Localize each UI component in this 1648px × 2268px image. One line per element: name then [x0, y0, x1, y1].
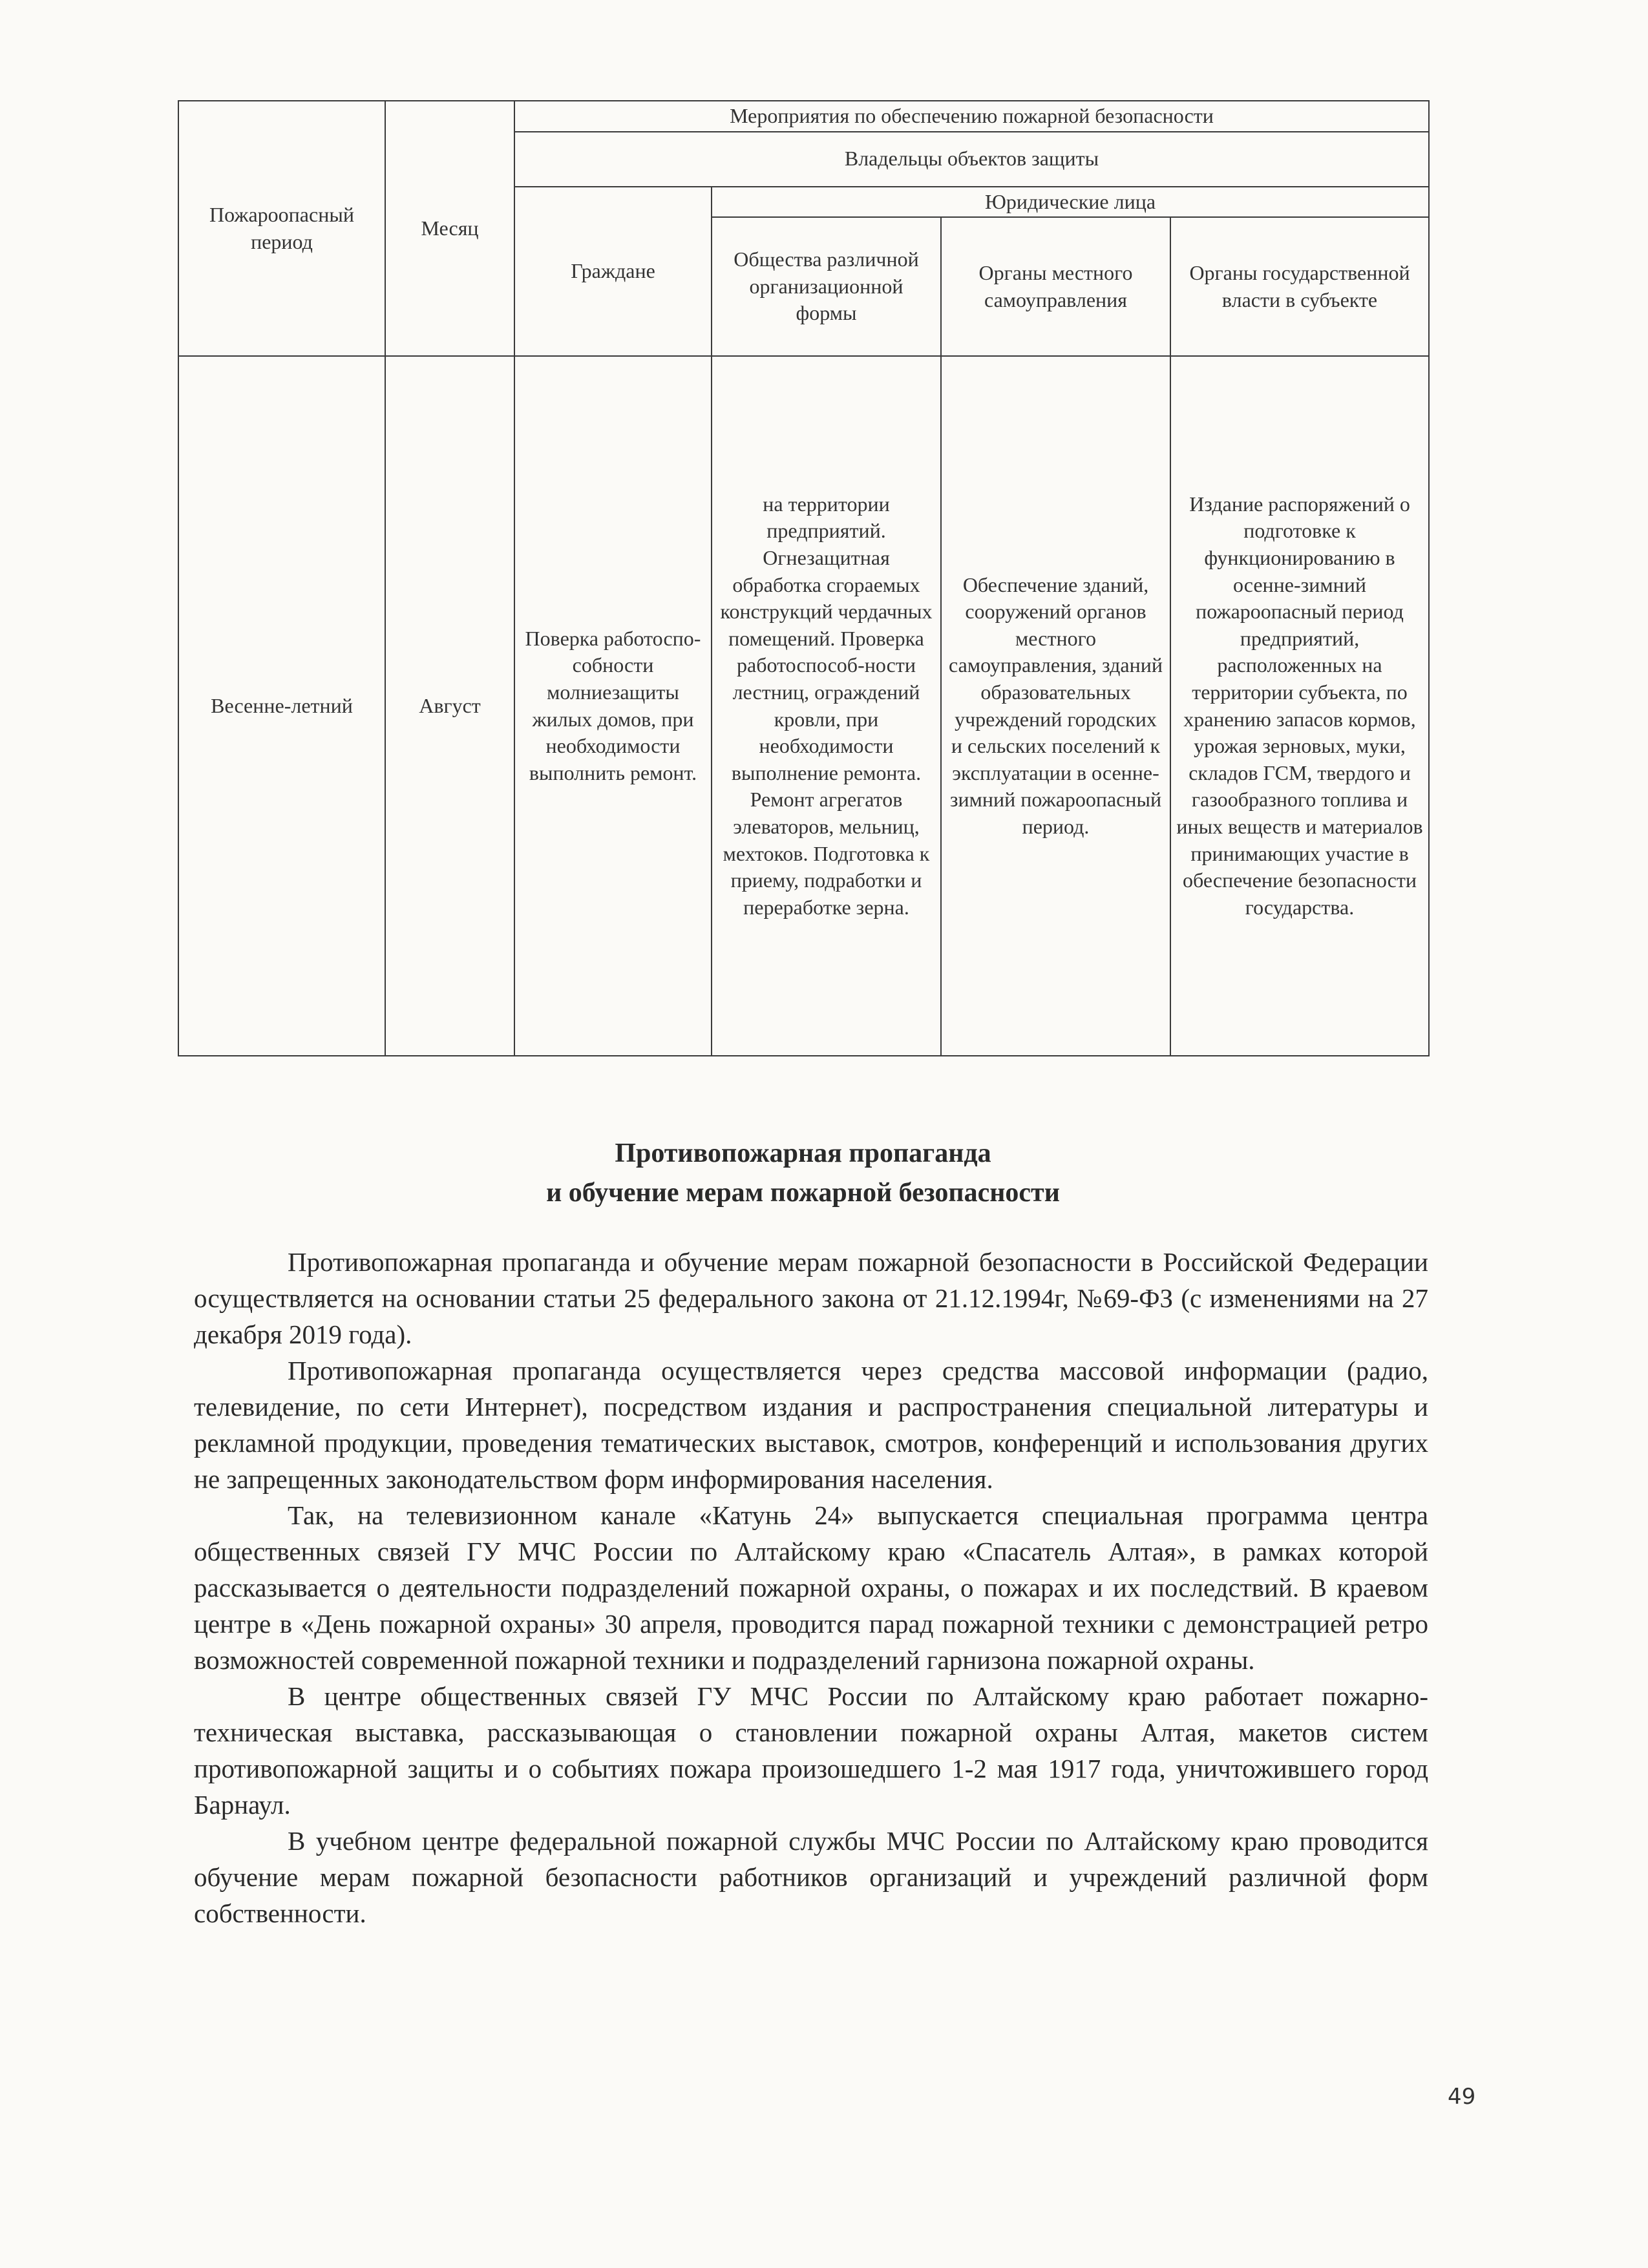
header-state-government: Органы государственной власти в субъекте: [1170, 217, 1429, 356]
paragraph: Противопожарная пропаганда и обучение мерам пожарной безопасности в Российской Федерации осуществляется на основании статьи 25 федерального закона от 21.12.1994г, №69-ФЗ (с изменениями на 27 декабря 2019 года).: [194, 1247, 1428, 1349]
cell-state-government: Издание распоряжений о подготовке к функционированию в осенне-зимний пожароопасный период предприятий, расположенных на территории субъекта, по хранению запасов кормов, урожая зерновых, муки, складов ГСМ, твердого и газообразного топлива и иных веществ и материалов принимающих участие в обеспечение безопасности государства.: [1170, 356, 1429, 1056]
header-measures: Мероприятия по обеспечению пожарной безопасности: [514, 101, 1429, 132]
cell-societies: на территории предприятий. Огнезащитная обработка сгораемых конструкций чердачных помещений. Проверка работоспособ-ности лестниц, ограждений кровли, при необходимости выполнение ремонта. Ремонт агрегатов элеваторов, мельниц, мехтоков. Подготовка к приему, подработки и переработке зерна.: [712, 356, 941, 1056]
header-legal-entities: Юридические лица: [712, 187, 1429, 218]
paragraph: Так, на телевизионном канале «Катунь 24» выпускается специальная программа центра общественных связей ГУ МЧС России по Алтайскому краю «Спасатель Алтая», в рамках которой рассказывается о деятельности подразделений пожарной охраны, о пожарах и их последствий. В краевом центре в «День пожарной охраны» 30 апреля, проводится парад пожарной техники с демонстрацией ретро возможностей современной пожарной техники и подразделений гарнизона пожарной охраны.: [194, 1500, 1428, 1675]
header-owners: Владельцы объектов защиты: [514, 132, 1429, 187]
cell-period: Весенне-летний: [178, 356, 385, 1056]
body-text: [194, 1244, 1428, 1931]
section-title-line-2: и обучение мерам пожарной безопасности: [546, 1177, 1060, 1208]
paragraph: В учебном центре федеральной пожарной службы МЧС России по Алтайскому краю проводится обучение мерам пожарной безопасности работников организаций и учреждений различной форм собственности.: [194, 1826, 1428, 1928]
fire-safety-measures-table: [178, 100, 1430, 1056]
header-local-government: Органы местного самоуправления: [941, 217, 1170, 356]
paragraph: Противопожарная пропаганда осуществляется через средства массовой информации (радио, телевидение, по сети Интернет), посредством издания и распространения специальной литературы и рекламной продукции, проведения тематических выставок, смотров, конференций и использования других не запрещенных законодательством форм информирования населения.: [194, 1356, 1428, 1494]
header-month: Месяц: [385, 101, 514, 356]
paragraph: В центре общественных связей ГУ МЧС России по Алтайскому краю работает пожарно-техническая выставка, рассказывающая о становлении пожарной охраны Алтая, макетов систем противопожарной защиты и о событиях пожара произошедшего 1-2 мая 1917 года, уничтожившего город Барнаул.: [194, 1681, 1428, 1820]
cell-citizens: Поверка работоспо-собности молниезащиты жилых домов, при необходимости выполнить ремонт.: [514, 356, 712, 1056]
cell-local-government: Обеспечение зданий, сооружений органов местного самоуправления, зданий образовательных учреждений городских и сельских поселений к эксплуатации в осенне-зимний пожароопасный период.: [941, 356, 1170, 1056]
table-row: [178, 356, 1429, 1056]
section-heading: [178, 1134, 1428, 1213]
header-citizens: Граждане: [514, 187, 712, 357]
header-societies: Общества различной организационной формы: [712, 217, 941, 356]
cell-month: Август: [385, 356, 514, 1056]
page-number: 49: [1448, 2084, 1476, 2110]
section-title-line-1: Противопожарная пропаганда: [615, 1139, 991, 1168]
header-period: Пожароопасный период: [178, 101, 385, 356]
